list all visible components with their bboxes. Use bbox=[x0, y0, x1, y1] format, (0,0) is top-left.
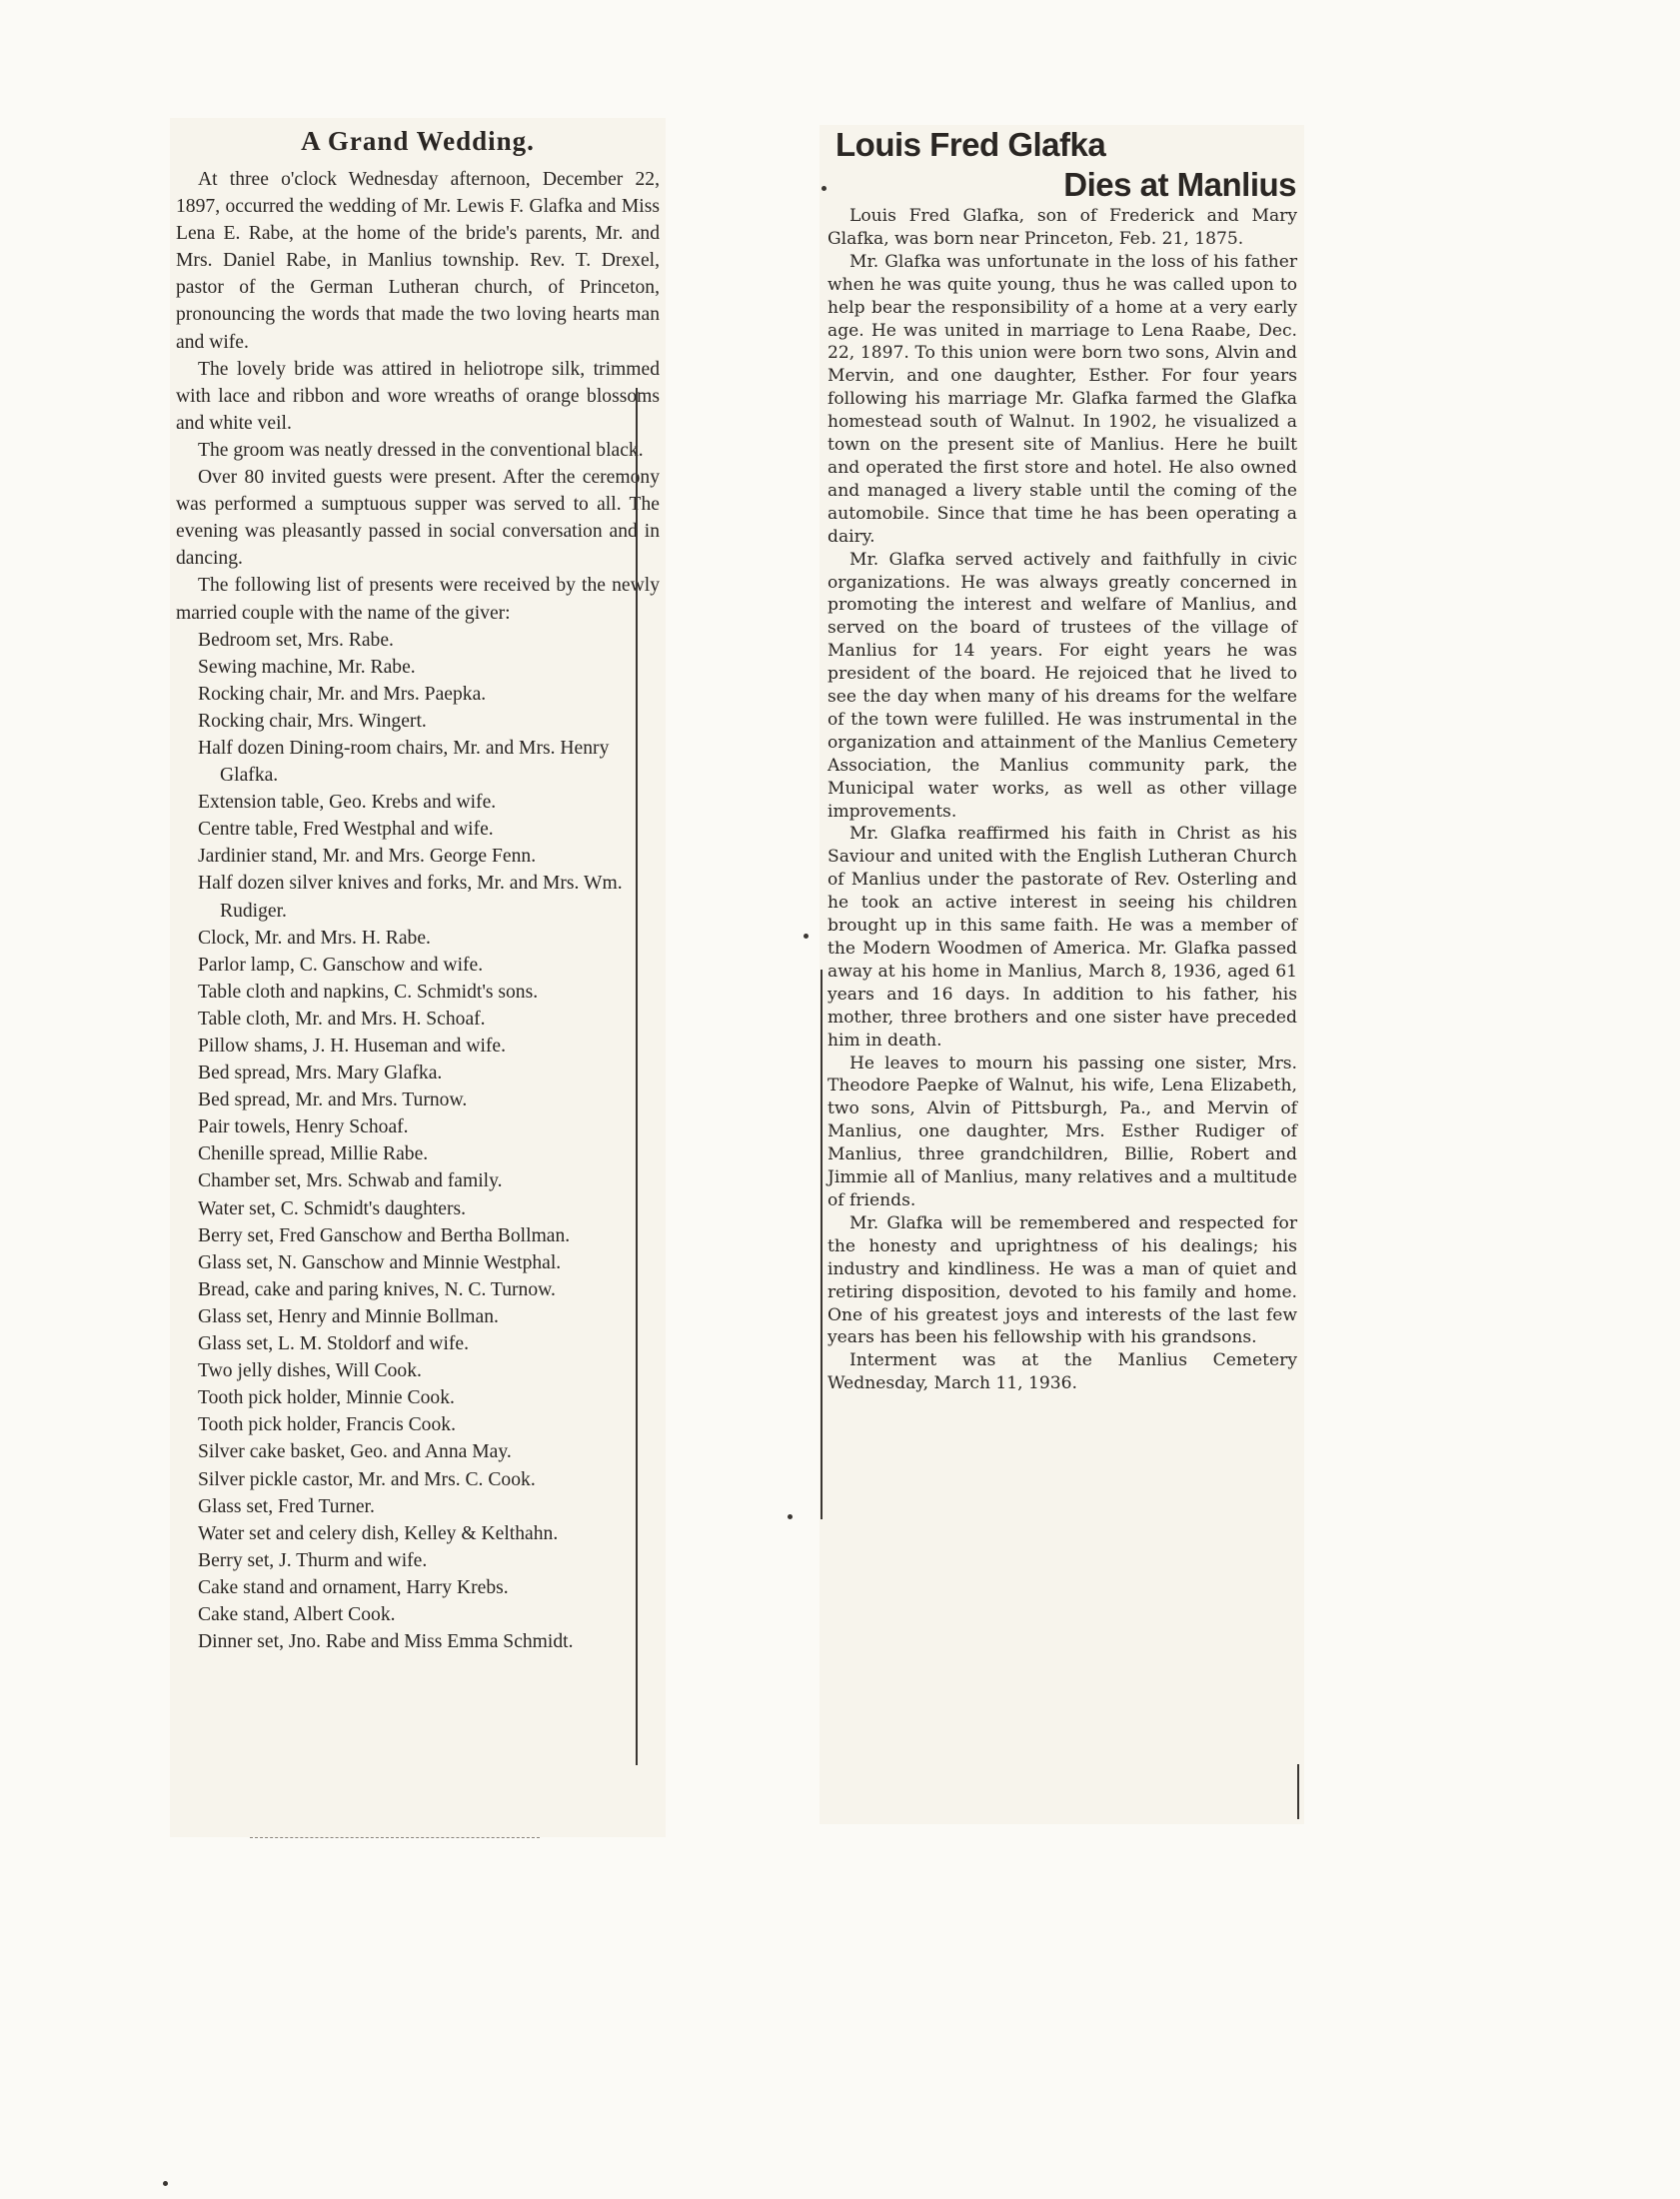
obituary-paragraph: Mr. Glafka reaffirmed his faith in Christ as his Saviour and united with the English Lutheran Church of Manlius under the pastorate of Rev. Osterling and he took an active interest in seeing his children brought up in this same faith. He was a member of the Modern Woodmen of America. Mr. Glafka passed away at his home in Manlius, March 8, 1936, aged 61 years and 16 days. In addition to his father, his mother, three brothers and one sister have preceded him in death. bbox=[828, 824, 1297, 1051]
present-item: Water set and celery dish, Kelley & Kelthahn. bbox=[198, 1522, 559, 1544]
present-item: Centre table, Fred Westphal and wife. bbox=[198, 819, 494, 841]
present-item: Chenille spread, Millie Rabe. bbox=[198, 1143, 429, 1165]
present-item: Table cloth and napkins, C. Schmidt's sons. bbox=[198, 981, 539, 1003]
column-rule bbox=[821, 970, 823, 1519]
present-item: Glass set, L. M. Stoldorf and wife. bbox=[198, 1333, 470, 1355]
present-item: Dinner set, Jno. Rabe and Miss Emma Schmidt. bbox=[198, 1631, 574, 1653]
obituary-headline bbox=[820, 125, 1304, 205]
obituary-article-body bbox=[828, 205, 1297, 1395]
column-rule bbox=[636, 388, 638, 1765]
present-item: Bedroom set, Mrs. Rabe. bbox=[198, 629, 394, 651]
present-item: Half dozen silver knives and forks, Mr. and Mrs. Wm. Rudiger. bbox=[198, 873, 623, 922]
obituary-clipping bbox=[820, 125, 1304, 1824]
present-item: Chamber set, Mrs. Schwab and family. bbox=[198, 1170, 503, 1192]
present-item: Glass set, N. Ganschow and Minnie Westphal. bbox=[198, 1251, 562, 1273]
obituary-headline-line-1: Louis Fred Glafka bbox=[836, 126, 1106, 163]
present-item: Berry set, Fred Ganschow and Bertha Bollman. bbox=[198, 1224, 571, 1246]
obituary-paragraph: He leaves to mourn his passing one sister, Mrs. Theodore Paepke of Walnut, his wife, Lena Elizabeth, two sons, Alvin of Pittsburgh, Pa., and Mervin of Manlius, one daughter, Mrs. Esther Rudiger of Manlius, three grandchildren, Billie, Robert and Jimmie all of Manlius, many relatives and a multitude of friends. bbox=[828, 1053, 1297, 1210]
page-speck bbox=[788, 1514, 793, 1519]
clipping-cut-line bbox=[250, 1837, 540, 1838]
wedding-paragraph: At three o'clock Wednesday afternoon, December 22, 1897, occurred the wedding of Mr. Lewis F. Glafka and Miss Lena E. Rabe, at the home of the bride's parents, Mr. and Mrs. Daniel Rabe, in Manlius township. Rev. T. Drexel, pastor of the German Lutheran church, of Princeton, pronouncing the words that made the two loving hearts man and wife. bbox=[176, 169, 660, 353]
obituary-headline-line-2: Dies at Manlius bbox=[1063, 166, 1296, 203]
present-item: Extension table, Geo. Krebs and wife. bbox=[198, 792, 497, 814]
present-item: Tooth pick holder, Francis Cook. bbox=[198, 1414, 456, 1436]
obituary-paragraph: Mr. Glafka was unfortunate in the loss of his father when he was quite young, thus he was called upon to help bear the responsibility of a home at a very early age. He was united in marriage to Lena Raabe, Dec. 22, 1897. To this union were born two sons, Alvin and Mervin, and one daughter, Esther. For four years following his marriage Mr. Glafka farmed the Glafka homestead south of Walnut. In 1902, he visualized a town on the present site of Manlius. Here he built and operated the first store and hotel. He also owned and managed a livery stable until the coming of the automobile. Since that time he has been operating a dairy. bbox=[828, 251, 1297, 547]
page-speck bbox=[822, 186, 827, 191]
present-item: Cake stand, Albert Cook. bbox=[198, 1603, 396, 1625]
present-item: Clock, Mr. and Mrs. H. Rabe. bbox=[198, 927, 431, 949]
wedding-headline: A Grand Wedding. bbox=[301, 126, 535, 156]
wedding-paragraph: Over 80 invited guests were present. After the ceremony was performed a sumptuous supper was served to all. The evening was pleasantly passed in social conversation and in dancing. bbox=[176, 467, 660, 570]
present-item: Bread, cake and paring knives, N. C. Turnow. bbox=[198, 1278, 556, 1300]
present-item: Bed spread, Mr. and Mrs. Turnow. bbox=[198, 1090, 468, 1111]
present-item: Tooth pick holder, Minnie Cook. bbox=[198, 1387, 455, 1409]
wedding-paragraph: The lovely bride was attired in heliotrope silk, trimmed with lace and ribbon and wore wreaths of orange blossoms and white veil. bbox=[176, 358, 660, 434]
present-item: Table cloth, Mr. and Mrs. H. Schoaf. bbox=[198, 1008, 486, 1030]
present-item: Parlor lamp, C. Ganschow and wife. bbox=[198, 954, 484, 976]
present-item: Glass set, Henry and Minnie Bollman. bbox=[198, 1305, 499, 1327]
presents-list bbox=[176, 627, 660, 1656]
present-item: Rocking chair, Mrs. Wingert. bbox=[198, 710, 427, 732]
column-rule bbox=[1297, 1764, 1299, 1819]
present-item: Bed spread, Mrs. Mary Glafka. bbox=[198, 1063, 443, 1085]
present-item: Rocking chair, Mr. and Mrs. Paepka. bbox=[198, 683, 487, 705]
obituary-paragraph: Mr. Glafka will be remembered and respected for the honesty and uprightness of his dealings; his industry and kindliness. He was a man of quiet and retiring disposition, devoted to his family and home. One of his greatest joys and interests of the last few years has been his fellowship with his grandsons. bbox=[828, 1212, 1297, 1348]
obituary-paragraph: Louis Fred Glafka, son of Frederick and Mary Glafka, was born near Princeton, Feb. 21, 1875. bbox=[828, 206, 1297, 249]
present-item: Berry set, J. Thurm and wife. bbox=[198, 1549, 428, 1571]
present-item: Cake stand and ornament, Harry Krebs. bbox=[198, 1576, 509, 1598]
present-item: Glass set, Fred Turner. bbox=[198, 1495, 375, 1517]
present-item: Silver pickle castor, Mr. and Mrs. C. Cook. bbox=[198, 1468, 536, 1490]
present-item: Sewing machine, Mr. Rabe. bbox=[198, 656, 416, 678]
present-item: Two jelly dishes, Will Cook. bbox=[198, 1360, 422, 1382]
present-item: Pair towels, Henry Schoaf. bbox=[198, 1116, 409, 1138]
obituary-paragraph: Mr. Glafka served actively and faithfully in civic organizations. He was always greatly concerned in promoting the interest and welfare of Manlius, and served on the board of trustees of the village of Manlius for 14 years. For eight years he was president of the board. He rejoiced that he lived to see the day when many of his dreams for the welfare of the town were fulilled. He was instrumental in the organization and attainment of the Manlius Cemetery Association, the Manlius community park, the Municipal water works, as well as other village improvements. bbox=[828, 549, 1297, 822]
present-item: Silver cake basket, Geo. and Anna May. bbox=[198, 1441, 512, 1463]
wedding-paragraph: The following list of presents were received by the newly married couple with the name of the giver: bbox=[176, 575, 660, 624]
present-item: Jardinier stand, Mr. and Mrs. George Fenn. bbox=[198, 846, 537, 868]
obituary-paragraph: Interment was at the Manlius Cemetery Wednesday, March 11, 1936. bbox=[828, 1350, 1297, 1394]
present-item: Water set, C. Schmidt's daughters. bbox=[198, 1197, 467, 1219]
wedding-article-body bbox=[176, 166, 660, 1655]
wedding-clipping bbox=[170, 118, 666, 1837]
present-item: Half dozen Dining-room chairs, Mr. and Mrs. Henry Glafka. bbox=[198, 737, 610, 787]
page-speck bbox=[163, 2181, 168, 2186]
present-item: Pillow shams, J. H. Huseman and wife. bbox=[198, 1036, 507, 1057]
wedding-paragraph: The groom was neatly dressed in the conventional black. bbox=[198, 439, 644, 461]
page-speck bbox=[804, 934, 809, 939]
